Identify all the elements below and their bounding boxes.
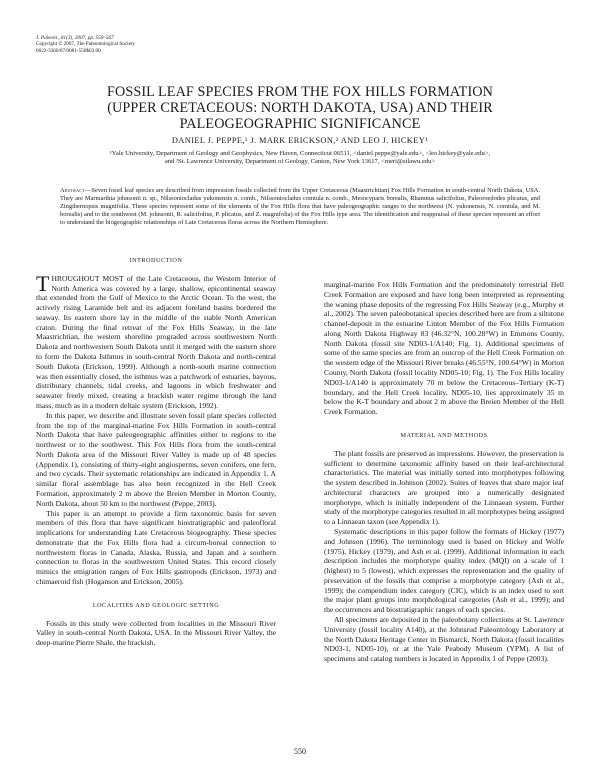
paragraph: All specimens are deposited in the paleobotany collections at St. Lawrence University (fossil locality A140), at the Johnsrud Paleontology Laboratory at the North Dakota Heritage Center in Bismarck, North Dakota (fossil localities ND03-1, ND05-10), or at the Yale Peabody Museum (YPM). A list of specimens and catalog numbers is located in Appendix 1 of Peppe (2003). <box>324 615 564 664</box>
title-line: FOSSIL LEAF SPECIES FROM THE FOX HILLS FORMATION <box>107 84 493 100</box>
lead-in: HROUGHOUT MOST <box>51 273 124 283</box>
intro-paragraph <box>36 270 277 411</box>
paragraph: The plant fossils are preserved as impressions. However, the preservation is sufficient to determine taxonomic affinity based on their leaf-architectural characteristics. The material was initially sorted into morphotypes following the system described in Johnson (2002). Suites of leaves that share major leaf architectural characters are grouped into a numerically designated morphotype, which is initially independent of the Linnaean system. Further study of the morphotype categories resulted in all morphotypes being assigned to a Linnaean taxon (see Appendix 1). <box>324 448 564 527</box>
section-heading-introduction: INTRODUCTION <box>129 257 183 264</box>
affiliations <box>60 150 540 167</box>
page-number: 550 <box>294 747 306 756</box>
abstract <box>60 187 540 227</box>
title-line: (UPPER CRETACEOUS: NORTH DAKOTA, USA) AND THEIR <box>107 100 493 117</box>
paragraph: In this paper, we describe and illustrate seven fossil plant species collected from the top of the marginal-marine Fox Hills Formation in south-central North Dakota that have paleogeographic affinities either to regions to the northwest or to the southwest. This Fox Hills flora from the south-central North Dakota area of the Missouri River Valley is made up of 48 species (Appendix 1), consisting of thirty-eight angiosperms, seven conifers, one fern, and two cycads. Their systematic relationships are indicated in Appendix 1. A similar floral assemblage has also been recognized in the Hell Creek Formation, approximately 2 m above the Breien Member in Morton County, North Dakota, about 50 km to the northwest (Peppe, 2003). <box>36 410 276 508</box>
title-line: PALEOGEOGRAPHIC SIGNIFICANCE <box>179 116 421 133</box>
section-heading-localities: LOCALITIES AND GEOLOGIC SETTING <box>92 601 220 609</box>
abstract-text: —Seven fossil leaf species are described from impression fossils collected from the Upper Cretaceous (Maastrichtian) Fox Hills Formation in south-central North Dakota, USA. They are Marmarthia johnsonii n. sp., Nilssoniocladus yukonensis n. comb., Nilssoniocladus comtula n. comb., Mesocyparis borealis, Rhamnus salicifolius, Paleoroedodes plicatus, and Zingibernopsis magnifolia. These species represent some of the elements of the Fox Hills flora that have paleogeographic ranges to the northwest (N. yukonensis, N. comtula, and M. borealis) and to the southwest (M. johnsonii, R. salicifolius, P. plicatus, and Z. magnifolia) of the Fox Hills type area. The identification and reappraisal of these species represent an effort to understand the biogeographic relationships of Late Cretaceous floras across the Northern Hemisphere. <box>60 187 540 226</box>
journal-citation: J. Paleont., 81(3), 2007, pp. 550–567 <box>36 35 114 41</box>
issn-line: 0022-3360/07/0081-550$03.00 <box>36 47 101 54</box>
paragraph: Fossils in this study were collected from localities in the Missouri River Valley in south-central North Dakota, USA. In the Missouri River Valley, the deep-marine Pierre Shale, the brackish, <box>36 618 276 648</box>
affiliation-line: ¹Yale University, Department of Geology and Geophysics, New Haven, Connecticut 06511, <daniel.peppe@yale.edu>, <leo.hickey@yale.edu>, <box>109 150 491 157</box>
abstract-label: Abstract <box>60 187 86 194</box>
journal-header <box>36 35 135 54</box>
author-list: DANIEL J. PEPPE,¹ J. MARK ERICKSON,² AND LEO J. HICKEY¹ <box>171 136 429 145</box>
left-column <box>36 256 276 648</box>
intro-text: of the Late Cretaceous, the Western Interior of North America was covered by a large, shallow, epicontinental seaway that extended from the Gulf of Mexico to the Arctic Ocean. To the west, the actively rising Laramide belt and its adjacent foreland basins bordered the seaway. Its eastern shore lay in the middle of the stable North American craton. During the final retreat of the Fox Hills Seaway, in the late Maastrichtian, the western shoreline prograded across southwestern North Dakota and northwestern South Dakota until it merged with the eastern shore to form the Dakota Isthmus in south-central North Dakota and north-central South Dakota (Erickson, 1999). Although a north-south marine connection was then essentially closed, the isthmus was a patchwork of estuaries, bayous, distributary channels, tidal creeks, and lagoons in which freshwater and seawater freely mixed, creating a brackish water regime through the land mass, much as in a modern deltaic system (Erickson, 1992). <box>36 273 277 410</box>
copyright-line: Copyright © 2007, The Paleontological Society <box>36 41 135 48</box>
drop-cap: T <box>36 270 50 296</box>
paragraph-continued: marginal-marine Fox Hills Formation and the predominately terrestrial Hell Creek Formation are exposed and have long been interpreted as representing the waning phase deposits of the regressing Fox Hills Seaway (e.g., Murphy et al., 2002). The seven paleobotanical species described here are from a siltstone channel-deposit in the estuarine Linton Member of the Fox Hills Formation along North Dakota Highway 83 (46.32°N, 100.28°W) in Emmons County, North Dakota (fossil site ND03-1/A140; Fig. 1). Additional specimens of some of the same species are from an outcrop of the Hell Creek Formation on the western edge of the Missouri River breaks (46.55°N, 100.64°W) in Morton County, North Dakota (fossil locality ND05-10; Fig. 1). The Fox Hills locality ND03-1/A140 is approximately 70 m below the Cretaceous–Tertiary (K-T) boundary, and the Hell Creek locality, ND05-10, lies approximately 35 m below the K-T boundary and about 2 m above the Breien Member of the Hell Creek Formation. <box>324 280 564 417</box>
right-column <box>324 280 564 664</box>
paragraph: This paper is an attempt to provide a firm taxonomic basis for seven members of this flora that have significant biostratigraphic and paleofloral implications for understanding Late Cretaceous biogeography. These species demonstrate that the Fox Hills flora had a circum-boreal connection to northwestern floras in Canada, Alaska, Russia, and Japan and a southern connection to floras in the southwestern United States. This record closely mimics the emigration ranges of Fox Hills gastropods (Erickson, 1973) and chimaeroid fish (Hoganson and Erickson, 2005). <box>36 508 276 586</box>
affiliation-line: and ²St. Lawrence University, Department of Geology, Canton, New York 13617, <meri@stlawu.edu> <box>164 158 436 166</box>
paragraph: Systematic descriptions in this paper follow the formats of Hickey (1977) and Johnson (1996). The terminology used is based on Hickey and Wolfe (1975), Hickey (1979), and Ash et al. (1999). Additional information in each description includes the morphotype quality index (MQI) on a scale of 1 (highest) to 5 (lowest), which expresses the representation and the quality of preservation of the fossils that comprise a morphotype category (Ash et al., 1999); the compendium index category (CIC), which is an index used to sort the major plant groups into morphological categories (Ash et al., 1999); and the occurrences and biostratigraphic ranges of each species. <box>324 526 564 615</box>
paper-title <box>36 84 564 133</box>
section-heading-materials: MATERIAL AND METHODS <box>400 431 488 439</box>
